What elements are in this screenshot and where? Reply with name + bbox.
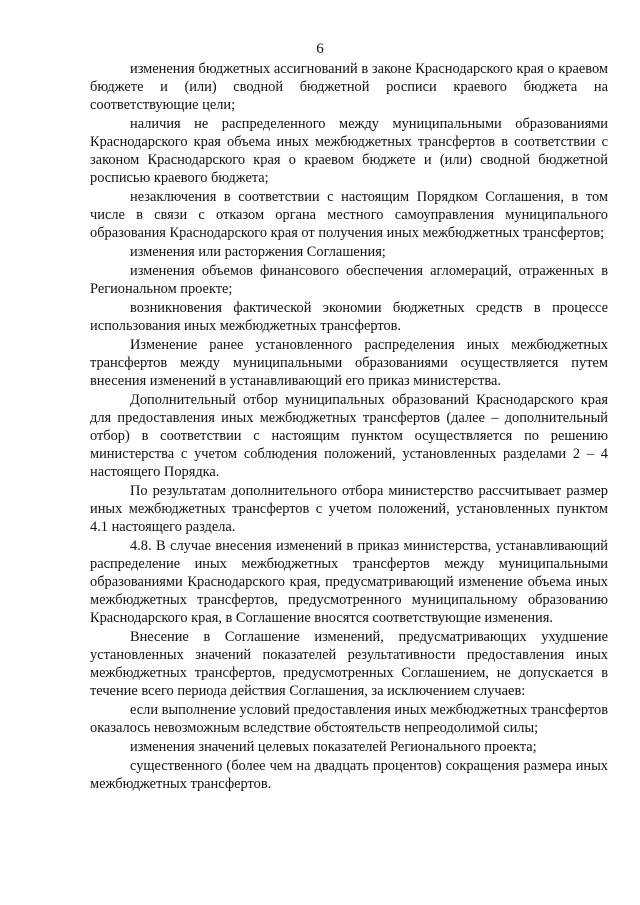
paragraph-selection-results: По результатам дополнительного отбора министерство рассчитывает размер иных межбюджетных трансфертов с учетом положений, установленных пунктом 4.1 настоящего раздела.	[90, 483, 608, 535]
paragraph-clause-4-8: 4.8. В случае внесения изменений в приказ министерства, устанавливающий распределение иных межбюджетных трансфертов между муниципальными образованиями Краснодарского края, предусматривающий изменение объема иных межбюджетных трансфертов, предусмотренного муниципальному образованию Краснодарского края, в Соглашение вносятся соответствующие изменения.	[90, 538, 608, 626]
paragraph-agreement-change: изменения или расторжения Соглашения;	[130, 244, 386, 260]
paragraph-additional-selection: Дополнительный отбор муниципальных образований Краснодарского края для предоставления иных межбюджетных трансфертов (далее – дополнительный отбор) в соответствии с настоящим пунктом осуществляется по решению министерства с учетом соблюдения положений, установленных разделами 2 – 4 настоящего Порядка.	[90, 392, 608, 480]
paragraph-budget-allocations: изменения бюджетных ассигнований в законе Краснодарского края о краевом бюджете и (или) сводной бюджетной росписи краевого бюджета на соответствующие цели;	[90, 61, 608, 113]
paragraph-agglomeration-funding: изменения объемов финансового обеспечения агломераций, отраженных в Региональном проекте;	[90, 263, 608, 297]
document-body	[90, 60, 608, 794]
paragraph-non-conclusion: незаключения в соответствии с настоящим Порядком Соглашения, в том числе в связи с отказом органа местного самоуправления муниципального образования Краснодарского края от получения иных межбюджетных трансфертов;	[90, 189, 608, 241]
paragraph-deterioration-ban: Внесение в Соглашение изменений, предусматривающих ухудшение установленных значений показателей результативности предоставления иных межбюджетных трансфертов, предусмотренных Соглашением, не допускается в течение всего периода действия Соглашения, за исключением случаев:	[90, 629, 608, 699]
paragraph-significant-reduction: существенного (более чем на двадцать процентов) сокращения размера иных межбюджетных трансфертов.	[90, 758, 608, 792]
paragraph-force-majeure: если выполнение условий предоставления иных межбюджетных трансфертов оказалось невозможным вследствие обстоятельств непреодолимой силы;	[90, 702, 608, 736]
paragraph-actual-savings: возникновения фактической экономии бюджетных средств в процессе использования иных межбюджетных трансфертов.	[90, 300, 608, 334]
page-number: 6	[316, 41, 324, 57]
paragraph-distribution-change: Изменение ранее установленного распределения иных межбюджетных трансфертов между муниципальными образованиями осуществляется путем внесения изменений в устанавливающий его приказ министерства.	[90, 337, 608, 389]
paragraph-undistributed-volume: наличия не распределенного между муниципальными образованиями Краснодарского края объема иных межбюджетных трансфертов в соответствии с законом Краснодарского края о краевом бюджете и (или) сводной бюджетной росписью краевого бюджета;	[90, 116, 608, 186]
paragraph-target-indicators: изменения значений целевых показателей Регионального проекта;	[130, 739, 537, 755]
